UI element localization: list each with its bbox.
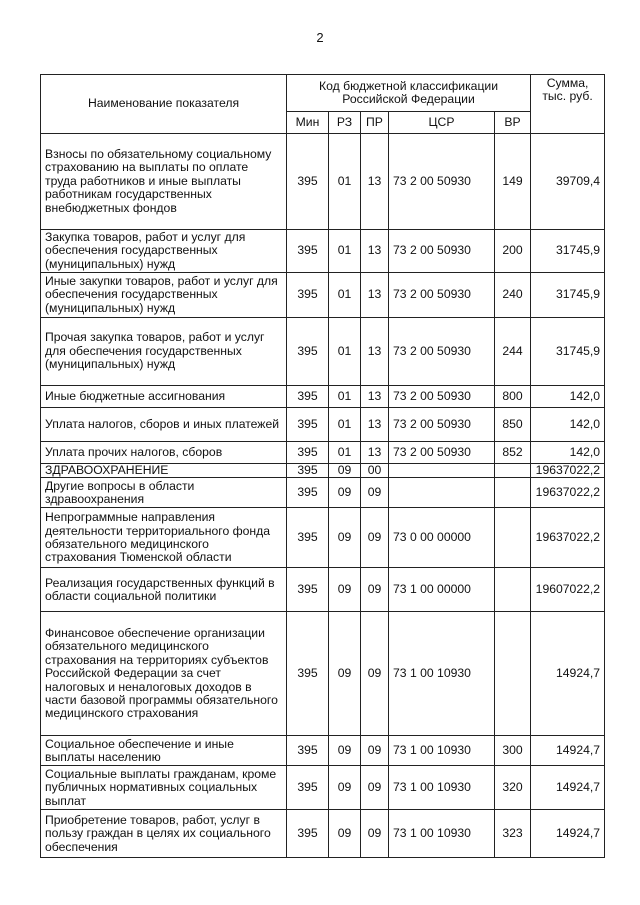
cell-vr: 244 (495, 318, 531, 386)
table-row (41, 230, 605, 273)
cell-rz: 09 (329, 766, 361, 810)
table-row (41, 464, 605, 478)
cell-name: Социальные выплаты гражданам, кроме публичных нормативных социальных выплат (41, 766, 287, 810)
cell-csr: 73 0 00 00000 (389, 508, 495, 568)
cell-vr: 240 (495, 273, 531, 318)
cell-vr: 200 (495, 230, 531, 273)
cell-csr: 73 2 00 50930 (389, 134, 495, 230)
cell-min: 395 (287, 386, 329, 408)
table-row (41, 736, 605, 766)
cell-pr: 09 (361, 612, 389, 736)
cell-vr (495, 612, 531, 736)
cell-pr: 00 (361, 464, 389, 478)
cell-pr: 09 (361, 568, 389, 612)
cell-csr: 73 2 00 50930 (389, 408, 495, 442)
cell-sum: 39709,4 (531, 134, 605, 230)
cell-vr (495, 478, 531, 508)
cell-sum: 31745,9 (531, 230, 605, 273)
cell-csr: 73 1 00 10930 (389, 612, 495, 736)
header-code: Код бюджетной классификации Российской Федерации (287, 75, 531, 112)
cell-vr (495, 568, 531, 612)
cell-csr: 73 2 00 50930 (389, 273, 495, 318)
table-body (41, 134, 605, 858)
budget-table (40, 74, 605, 858)
cell-name: Финансовое обеспечение организации обязательного медицинского страхования на территориях субъектов Российской Федерации за счет налоговых и неналоговых доходов в части базовой программы обязательного медицинского страхования (41, 612, 287, 736)
cell-min: 395 (287, 478, 329, 508)
cell-csr: 73 1 00 10930 (389, 736, 495, 766)
cell-sum: 31745,9 (531, 318, 605, 386)
cell-sum: 31745,9 (531, 273, 605, 318)
table-row (41, 273, 605, 318)
header-name: Наименование показателя (41, 75, 287, 134)
table-row (41, 568, 605, 612)
cell-pr: 09 (361, 810, 389, 858)
cell-csr: 73 2 00 50930 (389, 442, 495, 464)
cell-min: 395 (287, 810, 329, 858)
cell-pr: 13 (361, 134, 389, 230)
cell-name: Социальное обеспечение и иные выплаты населению (41, 736, 287, 766)
cell-name: Закупка товаров, работ и услуг для обеспечения государственных (муниципальных) нужд (41, 230, 287, 273)
table-row (41, 766, 605, 810)
cell-name: Иные бюджетные ассигнования (41, 386, 287, 408)
cell-vr: 850 (495, 408, 531, 442)
cell-pr: 09 (361, 508, 389, 568)
table-row (41, 408, 605, 442)
cell-rz: 01 (329, 230, 361, 273)
cell-sum: 142,0 (531, 408, 605, 442)
cell-min: 395 (287, 612, 329, 736)
cell-min: 395 (287, 568, 329, 612)
cell-sum: 14924,7 (531, 766, 605, 810)
cell-vr: 149 (495, 134, 531, 230)
cell-pr: 13 (361, 442, 389, 464)
cell-rz: 01 (329, 386, 361, 408)
cell-sum: 14924,7 (531, 810, 605, 858)
cell-name: ЗДРАВООХРАНЕНИЕ (41, 464, 287, 478)
cell-rz: 09 (329, 736, 361, 766)
cell-sum: 19637022,2 (531, 478, 605, 508)
table-header (41, 75, 605, 134)
cell-pr: 13 (361, 318, 389, 386)
table-row (41, 386, 605, 408)
cell-vr (495, 464, 531, 478)
cell-csr (389, 464, 495, 478)
cell-rz: 09 (329, 810, 361, 858)
cell-min: 395 (287, 736, 329, 766)
cell-rz: 09 (329, 568, 361, 612)
header-rz: РЗ (329, 112, 361, 134)
cell-vr: 800 (495, 386, 531, 408)
cell-name: Прочая закупка товаров, работ и услуг для обеспечения государственных (муниципальных) нужд (41, 318, 287, 386)
cell-sum: 14924,7 (531, 736, 605, 766)
cell-min: 395 (287, 442, 329, 464)
cell-rz: 01 (329, 273, 361, 318)
cell-sum: 14924,7 (531, 612, 605, 736)
cell-sum: 19637022,2 (531, 464, 605, 478)
cell-rz: 01 (329, 408, 361, 442)
table-row (41, 508, 605, 568)
cell-pr: 13 (361, 408, 389, 442)
cell-vr: 323 (495, 810, 531, 858)
cell-name: Иные закупки товаров, работ и услуг для обеспечения государственных (муниципальных) нужд (41, 273, 287, 318)
cell-rz: 01 (329, 442, 361, 464)
cell-pr: 09 (361, 478, 389, 508)
cell-name: Непрограммные направления деятельности территориального фонда обязательного медицинского страхования Тюменской области (41, 508, 287, 568)
header-sum: Сумма, тыс. руб. (531, 75, 605, 134)
cell-pr: 13 (361, 386, 389, 408)
cell-pr: 09 (361, 766, 389, 810)
cell-rz: 09 (329, 612, 361, 736)
cell-rz: 09 (329, 508, 361, 568)
cell-sum: 19637022,2 (531, 508, 605, 568)
cell-csr: 73 2 00 50930 (389, 318, 495, 386)
header-csr: ЦСР (389, 112, 495, 134)
cell-pr: 13 (361, 273, 389, 318)
table-row (41, 478, 605, 508)
cell-min: 395 (287, 134, 329, 230)
table-row (41, 442, 605, 464)
cell-min: 395 (287, 508, 329, 568)
cell-min: 395 (287, 464, 329, 478)
cell-name: Приобретение товаров, работ, услуг в пользу граждан в целях их социального обеспечения (41, 810, 287, 858)
cell-rz: 01 (329, 134, 361, 230)
cell-name: Уплата налогов, сборов и иных платежей (41, 408, 287, 442)
cell-rz: 01 (329, 318, 361, 386)
header-min: Мин (287, 112, 329, 134)
table-row (41, 318, 605, 386)
cell-vr: 320 (495, 766, 531, 810)
cell-min: 395 (287, 273, 329, 318)
cell-min: 395 (287, 318, 329, 386)
cell-vr: 300 (495, 736, 531, 766)
cell-vr: 852 (495, 442, 531, 464)
cell-rz: 09 (329, 478, 361, 508)
cell-name: Уплата прочих налогов, сборов (41, 442, 287, 464)
cell-sum: 19607022,2 (531, 568, 605, 612)
cell-csr: 73 1 00 10930 (389, 766, 495, 810)
cell-name: Другие вопросы в области здравоохранения (41, 478, 287, 508)
cell-csr: 73 2 00 50930 (389, 230, 495, 273)
cell-min: 395 (287, 408, 329, 442)
cell-name: Взносы по обязательному социальному страхованию на выплаты по оплате труда работников и иные выплаты работникам государственных внебюджетных фондов (41, 134, 287, 230)
cell-csr: 73 1 00 00000 (389, 568, 495, 612)
cell-pr: 09 (361, 736, 389, 766)
cell-csr: 73 2 00 50930 (389, 386, 495, 408)
cell-min: 395 (287, 230, 329, 273)
cell-min: 395 (287, 766, 329, 810)
page-number: 2 (316, 30, 324, 45)
table-row (41, 810, 605, 858)
cell-sum: 142,0 (531, 386, 605, 408)
header-vr: ВР (495, 112, 531, 134)
cell-vr (495, 508, 531, 568)
header-pr: ПР (361, 112, 389, 134)
table-row (41, 612, 605, 736)
cell-csr: 73 1 00 10930 (389, 810, 495, 858)
cell-rz: 09 (329, 464, 361, 478)
cell-pr: 13 (361, 230, 389, 273)
cell-name: Реализация государственных функций в области социальной политики (41, 568, 287, 612)
table-row (41, 134, 605, 230)
cell-csr (389, 478, 495, 508)
cell-sum: 142,0 (531, 442, 605, 464)
